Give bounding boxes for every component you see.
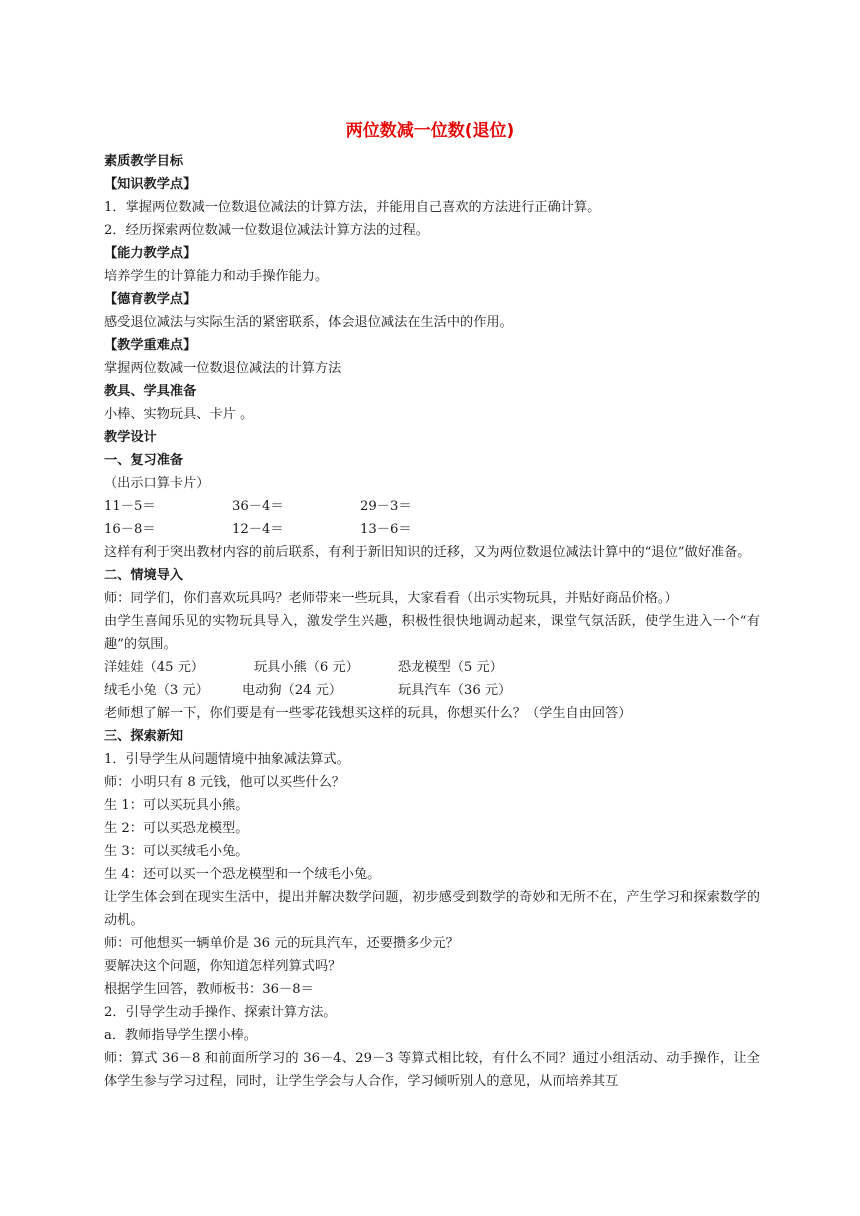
paragraph: 1．掌握两位数减一位数退位减法的计算方法，并能用自己喜欢的方法进行正确计算。 <box>104 200 601 215</box>
section-heading: 教学设计 <box>104 430 157 445</box>
paragraph: a．教师指导学生摆小棒。 <box>104 1028 257 1043</box>
toy-price-row <box>104 679 760 702</box>
toy-price: 恐龙模型（5 元） <box>398 660 503 675</box>
paragraph: 生 4：还可以买一个恐龙模型和一个绒毛小兔。 <box>104 867 381 882</box>
paragraph: 由学生喜闻乐见的实物玩具导入，激发学生兴趣，积极性很快地调动起来，课堂气氛活跃，使学生进入一个“有趣”的氛围。 <box>104 614 760 652</box>
toy-price: 玩具汽车（36 元） <box>398 683 512 698</box>
paragraph: 2．引导学生动手操作、探索计算方法。 <box>104 1005 337 1020</box>
paragraph: 让学生体会到在现实生活中，提出并解决数学问题，初步感受到数学的奇妙和无所不在，产生学习和探索数学的动机。 <box>104 890 760 928</box>
toy-price: 电动狗（24 元） <box>242 683 343 698</box>
subsection-heading: 【知识教学点】 <box>104 177 197 192</box>
section-heading: 素质教学目标 <box>104 154 184 169</box>
toy-price: 玩具小熊（6 元） <box>254 660 359 675</box>
paragraph: 生 1：可以买玩具小熊。 <box>104 798 249 813</box>
paragraph: 老师想了解一下，你们要是有一些零花钱想买这样的玩具，你想买什么？（学生自由回答） <box>104 706 632 721</box>
paragraph: 生 2：可以买恐龙模型。 <box>104 821 249 836</box>
calc-item: 12－4＝ <box>232 522 284 537</box>
calc-item: 36－4＝ <box>232 499 284 514</box>
paragraph: 1．引导学生从问题情境中抽象减法算式。 <box>104 752 350 767</box>
paragraph: 要解决这个问题，你知道怎样列算式吗？ <box>104 959 342 974</box>
subsection-heading: 二、情境导入 <box>104 568 184 583</box>
toy-price: 洋娃娃（45 元） <box>104 660 205 675</box>
subsection-heading: 一、复习准备 <box>104 453 184 468</box>
calc-item: 13－6＝ <box>360 522 412 537</box>
calc-row <box>104 518 760 541</box>
subsection-heading: 【教学重难点】 <box>104 338 197 353</box>
calc-item: 16－8＝ <box>104 522 156 537</box>
paragraph: 根据学生回答，教师板书：36－8＝ <box>104 982 314 997</box>
paragraph: 掌握两位数减一位数退位减法的计算方法 <box>104 361 342 376</box>
paragraph: 生 3：可以买绒毛小兔。 <box>104 844 249 859</box>
paragraph: 师：同学们，你们喜欢玩具吗？老师带来一些玩具，大家看看（出示实物玩具，并贴好商品价格。） <box>104 591 678 606</box>
paragraph: 师：算式 36－8 和前面所学习的 36－4、29－3 等算式相比较，有什么不同？通过小组活动、动手操作，让全体学生参与学习过程，同时，让学生学会与人合作，学习倾听别人的意见，从而培养其互 <box>104 1051 760 1089</box>
calc-row <box>104 495 760 518</box>
subsection-heading: 三、探索新知 <box>104 729 184 744</box>
paragraph: （出示口算卡片） <box>104 476 210 491</box>
toy-price-row <box>104 656 760 679</box>
calc-item: 29－3＝ <box>360 499 412 514</box>
subsection-heading: 【德育教学点】 <box>104 292 197 307</box>
page-title: 两位数减一位数(退位) <box>345 121 515 141</box>
paragraph: 小棒、实物玩具、卡片 。 <box>104 407 254 422</box>
section-heading: 教具、学具准备 <box>104 384 197 399</box>
toy-price: 绒毛小兔（3 元） <box>104 683 209 698</box>
document-body <box>104 150 760 1093</box>
paragraph: 感受退位减法与实际生活的紧密联系，体会退位减法在生活中的作用。 <box>104 315 513 330</box>
subsection-heading: 【能力教学点】 <box>104 246 197 261</box>
paragraph: 这样有利于突出教材内容的前后联系，有利于新旧知识的迁移，又为两位数退位减法计算中的“退位”做好准备。 <box>104 545 751 560</box>
paragraph: 师：小明只有 8 元钱，他可以买些什么？ <box>104 775 345 790</box>
paragraph: 师：可他想买一辆单价是 36 元的玩具汽车，还要攒多少元？ <box>104 936 459 951</box>
paragraph: 培养学生的计算能力和动手操作能力。 <box>104 269 329 284</box>
calc-item: 11－5＝ <box>104 499 156 514</box>
paragraph: 2．经历探索两位数减一位数退位减法计算方法的过程。 <box>104 223 429 238</box>
